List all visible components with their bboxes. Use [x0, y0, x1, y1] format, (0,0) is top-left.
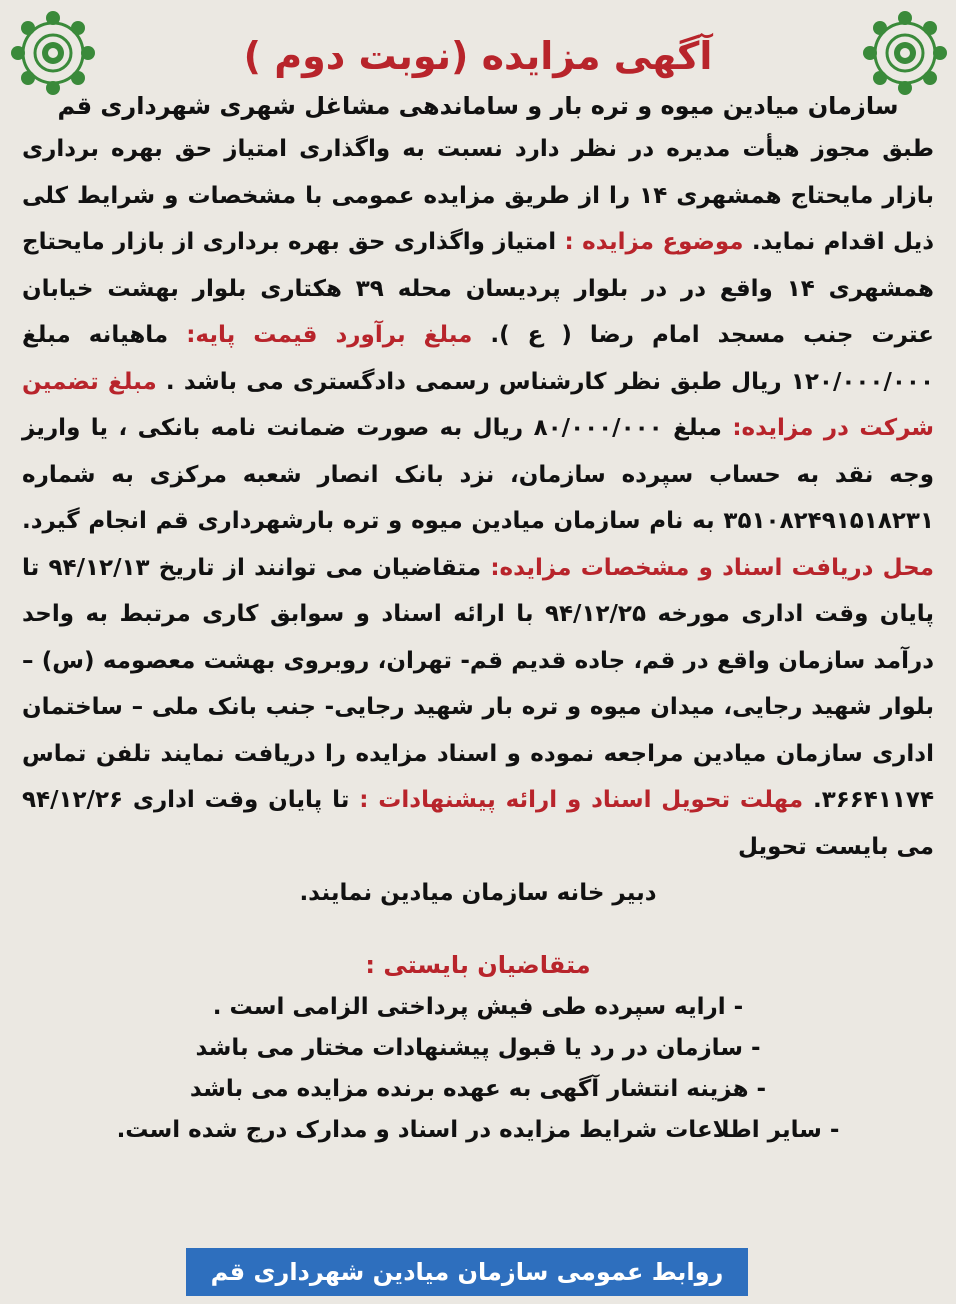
subject-label: موضوع مزایده : — [564, 229, 744, 255]
base-price-label: مبلغ برآورد قیمت پایه: — [186, 322, 473, 348]
page-title: آگهی مزایده (نوبت دوم ) — [243, 34, 713, 78]
deadline-label: مهلت تحویل اسناد و ارائه پیشنهادات : — [359, 787, 804, 813]
public-relations-footer: روابط عمومی سازمان میادین شهرداری قم — [186, 1248, 748, 1296]
conditions-list — [14, 987, 942, 1151]
list-item: - سازمان در رد یا قبول پیشنهادات مختار می باشد — [195, 1034, 761, 1061]
list-item: - هزینه انتشار آگهی به عهده برنده مزایده می باشد — [189, 1075, 767, 1102]
municipality-emblem-icon — [862, 10, 948, 96]
intro-text: طبق مجوز هیأت مدیره در نظر دارد نسبت به واگذاری امتیاز حق بهره برداری بازار مایحتاج همشهری ۱۴ را از طریق مزایده عمومی با مشخصات و شرایط کلی ذیل اقدام نماید. — [22, 136, 935, 255]
deadline-text: تا پایان وقت اداری ۹۴/۱۲/۲۶ می بایست تحویل — [22, 787, 934, 860]
notice-body — [14, 126, 942, 917]
subject-text: امتیاز واگذاری حق بهره برداری از بازار مایحتاج همشهری ۱۴ واقع در در بلوار پردیسان محله ۳۹ هکتاری بلوار بهشت خیابان عترت جنب مسجد امام رضا ( ع ). — [22, 229, 934, 348]
conditions-title: متقاضیان بایستی : — [365, 950, 591, 979]
documents-label: محل دریافت اسناد و مشخصات مزایده: — [490, 554, 934, 581]
documents-text: متقاضیان می توانند از تاریخ ۹۴/۱۲/۱۳ تا پایان وقت اداری مورخه ۹۴/۱۲/۲۵ با ارائه اسناد و سوابق کاری مرتبط به واحد درآمد سازمان واقع در قم، جاده قدیم قم- تهران، روبروی بهشت معصومه (س) – بلوار شهید رجایی، میدان میوه و تره بار شهید رجایی- جنب بانک ملی – ساختمان اداری سازمان میادین مراجعه نموده و اسناد مزایده را دریافت نمایند تلفن تماس ۳۶۶۴۱۱۷۴. — [22, 554, 934, 813]
deadline-text-continued: دبیر خانه سازمان میادین نمایند. — [299, 880, 657, 906]
municipality-emblem-icon — [10, 10, 96, 96]
organization-name: سازمان میادین میوه و تره بار و ساماندهی مشاغل شهری شهرداری قم — [57, 92, 899, 120]
deposit-text: مبلغ ۸۰/۰۰۰/۰۰۰ ریال به صورت ضمانت نامه بانکی ، یا واریز وجه نقد به حساب سپرده سازمان، نزد بانک انصار شعبه مرکزی به شماره ۳۵۱۰۸۲۴۹۱۵۱۸۲۳۱ به نام سازمان میادین میوه و تره بارشهرداری قم انجام گیرد. — [22, 415, 934, 534]
notice-paragraph — [22, 126, 934, 870]
deposit-label: مبلغ تضمین شرکت در مزایده: — [22, 368, 934, 441]
list-item: - ارایه سپرده طی فیش پرداختی الزامی است . — [212, 993, 744, 1020]
list-item: - سایر اطلاعات شرایط مزایده در اسناد و مدارک درج شده است. — [116, 1116, 840, 1143]
base-price-text: ماهیانه مبلغ ۱۲۰/۰۰۰/۰۰۰ ریال طبق نظر کارشناس رسمی دادگستری می باشد . — [22, 322, 934, 395]
